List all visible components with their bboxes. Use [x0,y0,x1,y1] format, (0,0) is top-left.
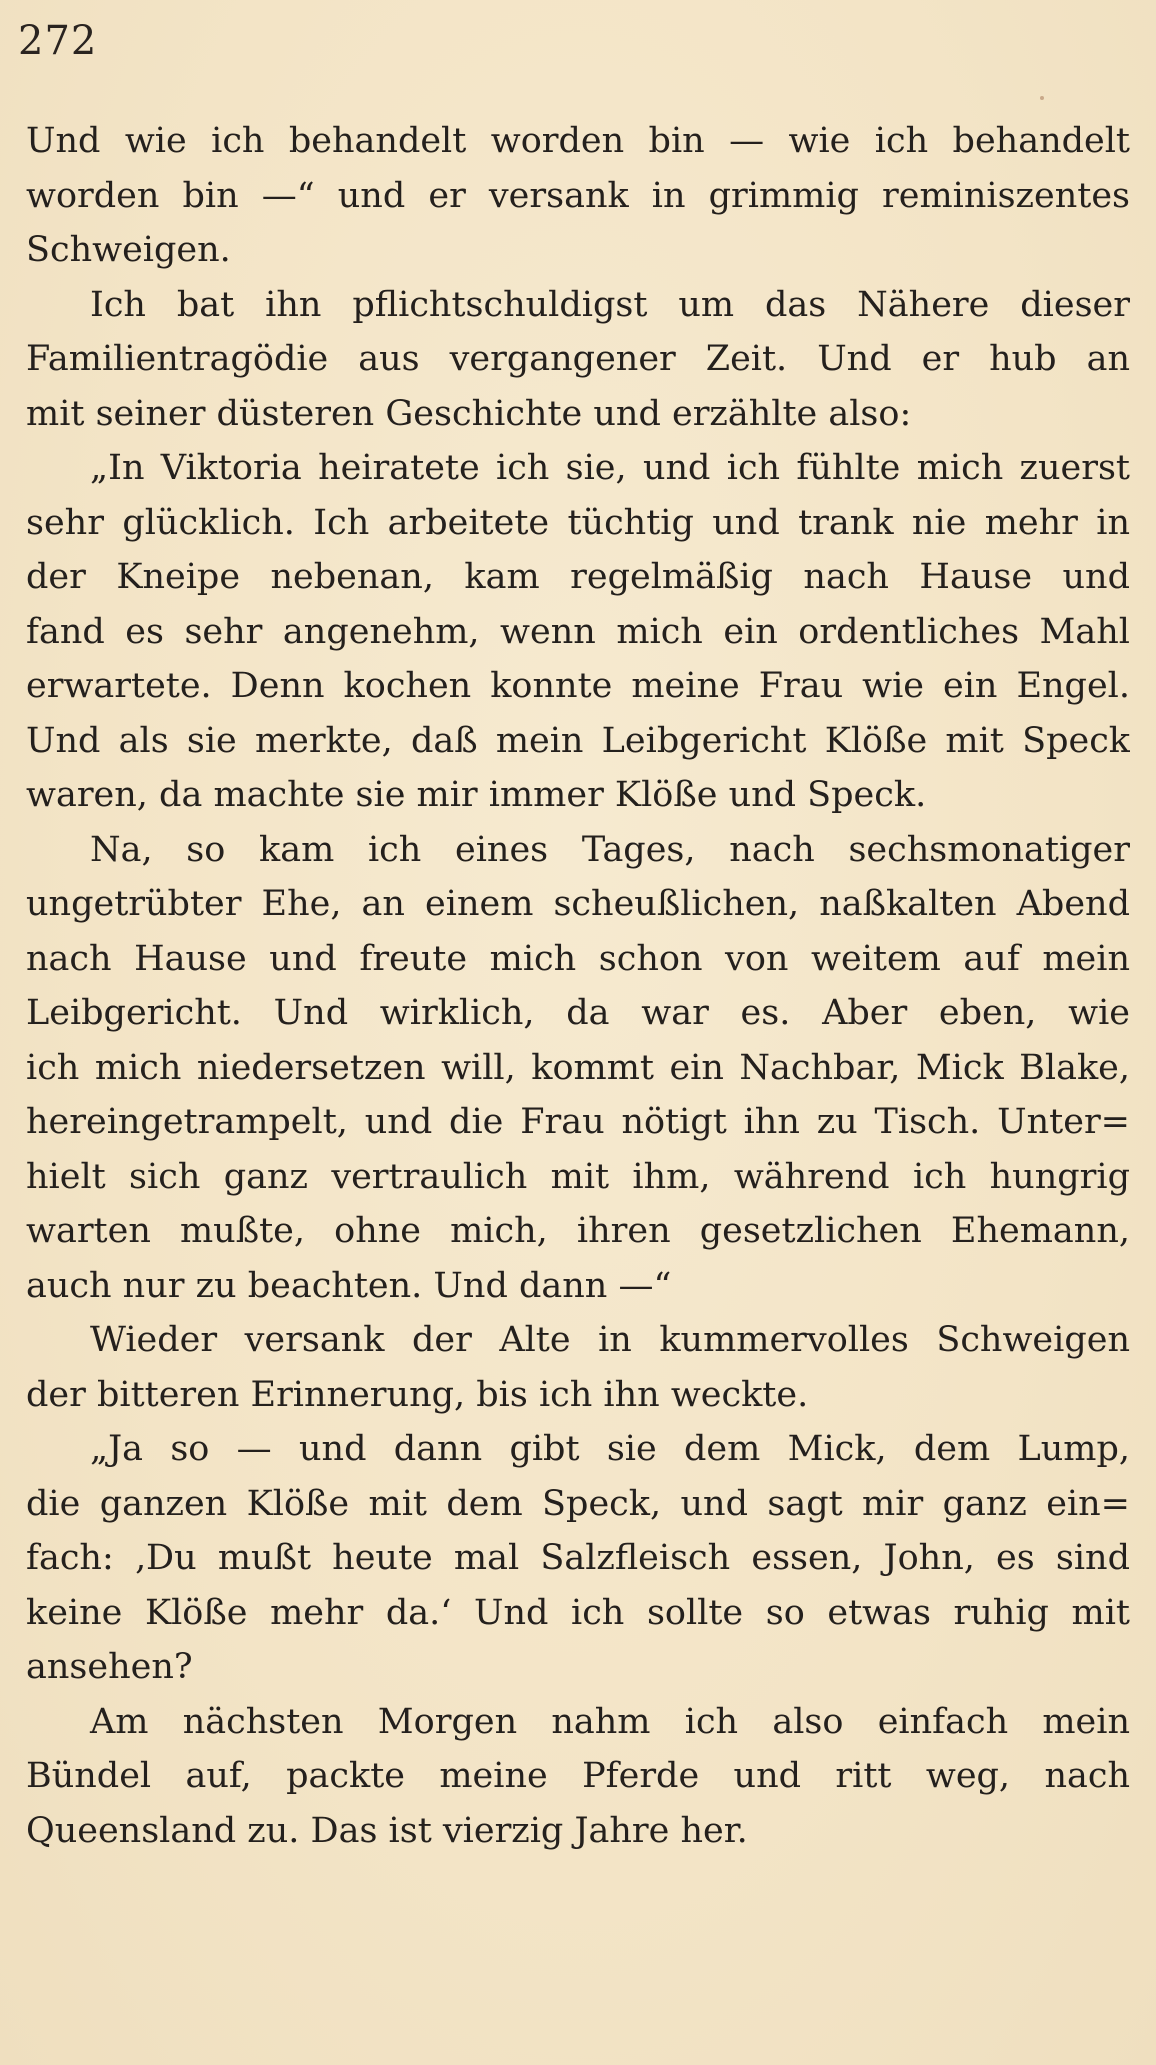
text-line: nach Hause und freute mich schon von weitem auf mein [26,938,1130,979]
text-line: ich mich niedersetzen will, kommt ein Nachbar, Mick Blake, [26,1047,1130,1088]
text-line: „In Viktoria heiratete ich sie, und ich fühlte mich zuerst [90,448,1130,488]
text-line: mit seiner düsteren Geschichte und erzählte also: [26,393,912,434]
text-line: keine Klöße mehr da.‘ Und ich sollte so etwas ruhig mit [26,1592,1130,1633]
text-line: hielt sich ganz vertraulich mit ihm, während ich hungrig [26,1156,1130,1197]
text-line: Leibgericht. Und wirklich, da war es. Aber eben, wie [26,993,1130,1033]
text-line: erwartete. Denn kochen konnte meine Frau wie ein Engel. [26,666,1130,706]
text-line: Queensland zu. Das ist vierzig Jahre her. [26,1810,748,1851]
page-number: 272 [18,18,98,64]
text-line: auch nur zu beachten. Und dann —“ [26,1265,672,1306]
text-line: die ganzen Klöße mit dem Speck, und sagt mir ganz ein= [26,1483,1130,1524]
text-line: der bitteren Erinnerung, bis ich ihn weckte. [26,1374,809,1415]
text-line: Ich bat ihn pflichtschuldigst um das Nähere dieser [90,284,1130,325]
text-line: Wieder versank der Alte in kummervolles Schweigen [90,1320,1130,1360]
text-line: warten mußte, ohne mich, ihren gesetzlichen Ehemann, [26,1211,1130,1251]
text-line: Bündel auf, packte meine Pferde und ritt weg, nach [26,1756,1130,1796]
text-line: Na, so kam ich eines Tages, nach sechsmonatiger [90,829,1130,870]
text-line: fach: ‚Du mußt heute mal Salzfleisch essen, John, es sind [26,1538,1130,1578]
text-line: Schweigen. [26,230,231,270]
text-line: Familientragödie aus vergangener Zeit. Und er hub an [26,339,1130,379]
text-line: ansehen? [26,1647,193,1687]
text-line: der Kneipe nebenan, kam regelmäßig nach Hause und [26,557,1130,597]
text-line: waren, da machte sie mir immer Klöße und Speck. [26,775,927,815]
text-line: sehr glücklich. Ich arbeitete tüchtig und trank nie mehr in [26,502,1130,543]
text-line: hereingetrampelt, und die Frau nötigt ihn zu Tisch. Unter= [26,1102,1130,1142]
text-line: Und als sie merkte, daß mein Leibgericht Klöße mit Speck [26,720,1130,761]
text-line: worden bin —“ und er versank in grimmig reminiszentes [26,175,1130,216]
text-line: Und wie ich behandelt worden bin — wie ich behandelt [26,121,1130,161]
text-line: Am nächsten Morgen nahm ich also einfach mein [90,1701,1130,1742]
paper-speck [1040,96,1044,100]
text-line: fand es sehr angenehm, wenn mich ein ordentliches Mahl [26,611,1130,652]
body-text [26,114,1130,1858]
text-line: „Ja so — und dann gibt sie dem Mick, dem Lump, [90,1429,1130,1469]
text-line: ungetrübter Ehe, an einem scheußlichen, naßkalten Abend [26,884,1130,924]
